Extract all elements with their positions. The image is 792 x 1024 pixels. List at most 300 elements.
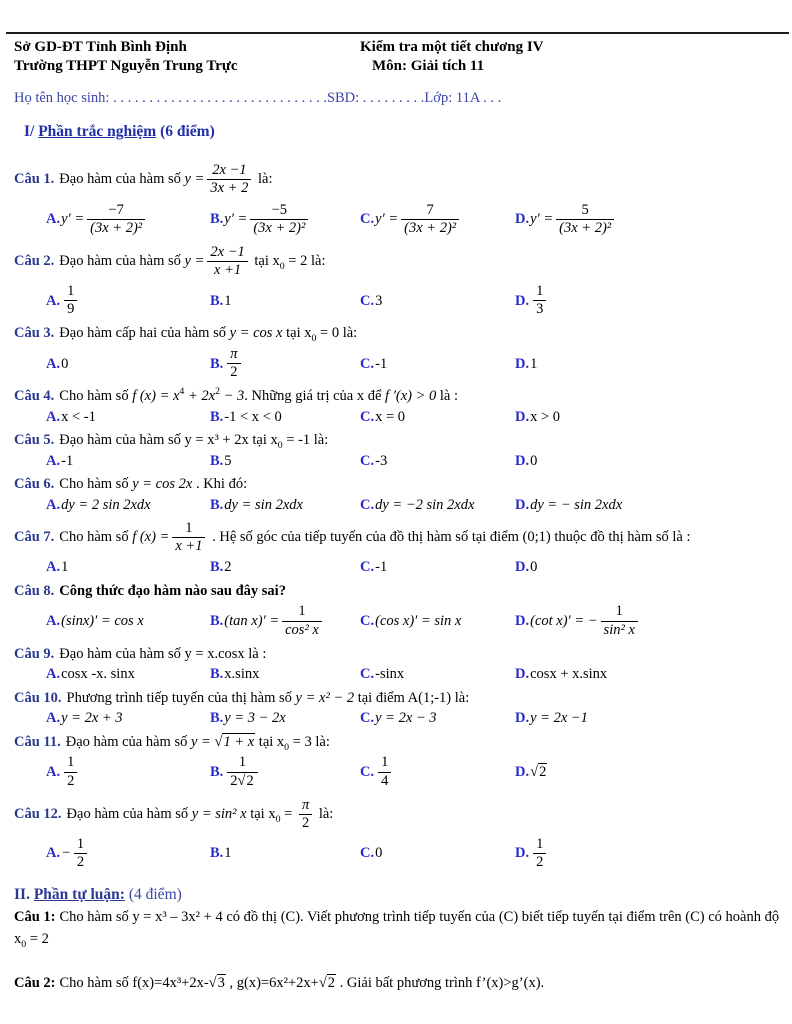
document-header <box>14 38 782 76</box>
text: = <box>280 805 296 822</box>
math-text: y = <box>190 733 215 750</box>
option-content <box>375 558 387 576</box>
text: tại x <box>250 252 280 269</box>
answer-option <box>360 452 515 470</box>
radicand <box>327 974 336 991</box>
text: Đạo hàm của hàm số <box>59 252 185 269</box>
fraction-numerator <box>207 244 247 261</box>
question-text <box>59 646 266 662</box>
math-part: 1 <box>185 520 193 537</box>
answer-option <box>360 355 515 373</box>
math-part: 2 <box>536 853 544 870</box>
text: . Những giá trị của x để <box>244 388 386 405</box>
option-letter: A. <box>46 710 61 727</box>
answer-option <box>515 602 782 639</box>
essay-question <box>14 907 782 951</box>
fraction-denominator <box>227 363 240 381</box>
answer-option <box>210 292 360 310</box>
option-letter: C. <box>360 409 375 426</box>
question-options <box>14 709 782 727</box>
question-options <box>14 835 782 872</box>
option-content <box>61 665 135 683</box>
math-part: 1 <box>76 835 85 852</box>
math-part: x +1 <box>175 538 203 555</box>
text: = 0 là: <box>316 325 358 342</box>
option-content <box>224 452 231 470</box>
fraction-denominator <box>207 179 251 197</box>
section-2-points: (4 điểm) <box>128 886 182 904</box>
fraction <box>227 346 240 381</box>
text: , g(x)=6x²+2x+ <box>225 974 319 991</box>
math-part: 7 <box>426 201 434 218</box>
text: là: <box>254 171 273 188</box>
option-letter: A. <box>46 612 61 629</box>
option-letter: B. <box>210 355 224 372</box>
text: -1 <box>61 453 74 470</box>
text: 0 <box>275 813 281 825</box>
option-letter: D. <box>515 666 530 683</box>
math-text: y = x² − 2 <box>295 689 355 706</box>
option-letter: A. <box>46 497 61 514</box>
option-letter: A. <box>46 763 61 780</box>
math-part: 1 <box>67 754 75 771</box>
math-text: y′ = <box>530 211 554 228</box>
text: 0 <box>375 845 383 862</box>
option-content <box>224 753 260 790</box>
question-options <box>14 452 782 470</box>
fraction-denominator <box>74 853 87 871</box>
math-part: 3x + 2 <box>210 180 249 197</box>
answer-option <box>515 452 782 470</box>
option-letter: D. <box>515 211 530 228</box>
fraction <box>378 754 391 789</box>
option-content <box>224 345 243 382</box>
answer-option <box>515 282 782 319</box>
answer-option <box>46 753 210 790</box>
question-stem <box>14 519 782 556</box>
text: là: <box>315 805 334 822</box>
text: 2 <box>215 386 220 398</box>
option-letter: B. <box>210 292 224 309</box>
fraction-numerator <box>87 202 145 219</box>
answer-option <box>46 835 210 872</box>
question-label: Câu 12. <box>14 805 62 822</box>
question-options <box>14 408 782 426</box>
answer-option <box>515 355 782 373</box>
answer-option <box>210 602 360 639</box>
question-block <box>14 733 782 791</box>
option-letter: C. <box>360 710 375 727</box>
answer-option <box>515 201 782 238</box>
school-name: Trường THPT Nguyễn Trung Trực <box>14 58 238 75</box>
answer-option <box>360 665 515 683</box>
answer-option <box>515 709 782 727</box>
option-letter: C. <box>360 453 375 470</box>
option-content <box>61 496 151 514</box>
radical-icon: √ <box>208 974 217 991</box>
math-part: (3x + 2)² <box>90 219 143 236</box>
answer-option <box>46 355 210 373</box>
answer-option <box>210 753 360 790</box>
option-content <box>375 709 436 727</box>
option-content <box>375 408 405 426</box>
math-text: (cos x)′ = sin x <box>375 612 462 629</box>
question-options <box>14 201 782 238</box>
text: = -1 là: <box>282 432 329 449</box>
answer-option <box>210 452 360 470</box>
fraction-numerator <box>601 603 638 620</box>
answer-option <box>210 844 360 862</box>
answer-option <box>360 292 515 310</box>
math-part: 2 <box>327 974 336 991</box>
answer-option <box>360 612 515 630</box>
math-text: y = cos 2x <box>132 476 193 493</box>
option-content <box>530 665 607 683</box>
text: tại điểm A(1;-1) là: <box>354 689 470 706</box>
question-block <box>14 387 782 426</box>
question-text <box>59 243 326 278</box>
option-content <box>61 408 96 426</box>
answer-option <box>210 201 360 238</box>
option-letter: A. <box>46 559 61 576</box>
question-label: Câu 6. <box>14 476 55 493</box>
math-text: dy = − sin 2xdx <box>530 497 623 514</box>
option-content <box>224 201 311 238</box>
question-text <box>65 733 330 753</box>
section-1-prefix: I/ <box>24 123 35 141</box>
fraction-numerator <box>299 797 312 814</box>
student-info-line: Họ tên học sinh: . . . . . . . . . . . . . . . . . . . . . . . . . . . . . .SBD: . . . . . . . . .Lớp: 11A . . . <box>14 90 502 107</box>
option-letter: C. <box>360 559 375 576</box>
math-part: (3x + 2)² <box>559 219 612 236</box>
option-letter: D. <box>515 355 530 372</box>
text: 1 <box>224 292 232 309</box>
question-stem <box>14 475 782 494</box>
essay-question-text <box>14 909 780 950</box>
text: tại x <box>246 805 276 822</box>
text: 0 <box>311 333 317 345</box>
option-content <box>375 201 462 238</box>
text: Cho hàm số <box>59 476 133 493</box>
fraction-denominator <box>87 219 145 237</box>
math-text: y′ = <box>375 211 399 228</box>
question-text <box>66 796 334 831</box>
square-root <box>319 974 336 991</box>
option-content <box>375 665 404 683</box>
option-letter: C. <box>360 666 375 683</box>
option-letter: B. <box>210 409 224 426</box>
subject-name: Môn: Giải tích 11 <box>372 58 485 75</box>
header-right <box>360 38 544 76</box>
option-letter: D. <box>515 497 530 514</box>
fraction <box>64 283 77 318</box>
fraction-numerator <box>74 836 87 853</box>
text: 0 <box>284 741 290 753</box>
fraction-numerator <box>282 603 322 620</box>
option-content <box>530 558 537 576</box>
text: 5 <box>224 453 232 470</box>
answer-option <box>210 665 360 683</box>
option-letter: B. <box>210 666 224 683</box>
question-stem <box>14 796 782 833</box>
text: tại x <box>255 733 285 750</box>
answer-option <box>515 763 782 781</box>
option-content <box>530 496 622 514</box>
radical-icon: √ <box>214 733 223 750</box>
question-stem <box>14 582 782 601</box>
option-content <box>375 452 387 470</box>
fraction-denominator <box>64 300 77 318</box>
text: x = 0 <box>375 409 406 426</box>
text: 1 <box>224 845 232 862</box>
answer-option <box>210 558 360 576</box>
square-root <box>238 772 255 789</box>
option-letter: B. <box>210 211 224 228</box>
text: -1 <box>375 355 388 372</box>
option-letter: C. <box>360 612 375 629</box>
document-page <box>0 32 792 994</box>
option-content <box>530 355 537 373</box>
text: 0 <box>530 559 538 576</box>
text: 1 <box>530 355 538 372</box>
question-block <box>14 645 782 684</box>
answer-option <box>46 201 210 238</box>
text: 0 <box>530 453 538 470</box>
question-label: Câu 3. <box>14 325 55 342</box>
answer-option <box>360 753 515 790</box>
fraction <box>533 836 546 871</box>
option-content <box>224 292 231 310</box>
math-part: π <box>301 796 310 813</box>
fraction-denominator <box>401 219 459 237</box>
math-text: (tan x)′ = <box>224 612 280 629</box>
radicand <box>222 733 255 750</box>
answer-option <box>210 345 360 382</box>
questions-list <box>14 161 782 872</box>
text: 2 <box>230 772 238 789</box>
question-block <box>14 519 782 576</box>
question-label: Câu 1. <box>14 171 55 188</box>
radicand <box>217 974 226 991</box>
text: Cho hàm số <box>59 529 133 546</box>
text: cosx + x.sinx <box>530 666 608 683</box>
text: x > 0 <box>530 409 561 426</box>
answer-option <box>46 408 210 426</box>
option-letter: A. <box>46 666 61 683</box>
square-root <box>209 974 226 991</box>
fraction-numerator <box>64 283 77 300</box>
option-content <box>224 408 281 426</box>
option-content <box>530 201 617 238</box>
text: = 2 là: <box>284 252 326 269</box>
math-part: cos² x <box>285 621 319 638</box>
text: -1 <box>375 559 388 576</box>
fraction <box>401 202 459 237</box>
answer-option <box>360 844 515 862</box>
fraction-numerator <box>64 754 77 771</box>
option-letter: D. <box>515 845 530 862</box>
answer-option <box>515 665 782 683</box>
option-content <box>375 753 394 790</box>
option-content <box>61 753 80 790</box>
fraction-denominator <box>207 261 247 279</box>
text: = 3 là: <box>289 733 330 750</box>
math-part: 5 <box>581 201 589 218</box>
math-text: dy = −2 sin 2xdx <box>375 497 475 514</box>
essay-question <box>14 973 782 995</box>
answer-option <box>360 496 515 514</box>
math-part: x +1 <box>214 261 242 278</box>
question-stem <box>14 689 782 708</box>
option-letter: B. <box>210 710 224 727</box>
question-block <box>14 796 782 872</box>
math-text: y = <box>184 171 205 188</box>
question-label: Câu 4. <box>14 388 55 405</box>
section-2-prefix: II. <box>14 886 30 904</box>
fraction <box>172 520 205 555</box>
option-letter: A. <box>46 292 61 309</box>
radical-icon: √ <box>318 974 327 991</box>
option-content <box>530 282 549 319</box>
section-1-heading <box>14 123 782 141</box>
option-letter: A. <box>46 453 61 470</box>
text: 0 <box>279 260 285 272</box>
math-part: 1 <box>536 835 544 852</box>
option-letter: C. <box>360 763 375 780</box>
math-text: f ′(x) > 0 <box>385 388 437 405</box>
math-part: 1 <box>238 754 247 771</box>
answer-option <box>210 408 360 426</box>
essay-question-text <box>60 974 545 991</box>
option-content <box>224 709 285 727</box>
math-part: 2 <box>301 814 310 831</box>
option-content <box>224 496 303 514</box>
fraction-numerator <box>207 162 251 179</box>
math-text: y = cos x <box>229 325 283 342</box>
question-text <box>59 583 286 599</box>
text: cosx -x. sinx <box>61 666 135 683</box>
question-options <box>14 558 782 576</box>
math-part: 2 <box>539 763 547 780</box>
text: 1 <box>61 559 69 576</box>
square-root <box>530 763 547 781</box>
text: 0 <box>61 355 69 372</box>
option-content <box>224 558 231 576</box>
radical-icon: √ <box>530 763 539 780</box>
option-letter: D. <box>515 612 530 629</box>
question-options <box>14 496 782 514</box>
question-label: Câu 9. <box>14 645 55 662</box>
text: Cho hàm số f(x)=4x³+2x- <box>59 974 209 991</box>
question-label: Câu 10. <box>14 689 62 706</box>
fraction <box>250 202 308 237</box>
answer-option <box>515 558 782 576</box>
text: . Giải bất phương trình f’(x)>g’(x). <box>336 974 545 991</box>
answer-option <box>46 612 210 630</box>
fraction <box>227 754 257 789</box>
text: 0 <box>21 938 27 950</box>
question-block <box>14 324 782 382</box>
math-text: y = 2x −1 <box>530 710 588 727</box>
math-part: 1 <box>536 283 544 300</box>
fraction-denominator <box>227 772 257 790</box>
fraction-numerator <box>172 520 205 537</box>
option-content <box>530 709 588 727</box>
text: 4 <box>179 386 185 398</box>
math-part: −5 <box>271 201 288 218</box>
text: 2 <box>224 559 232 576</box>
answer-option <box>515 496 782 514</box>
essay-question-label: Câu 1: <box>14 909 56 926</box>
fraction <box>282 603 322 638</box>
option-content <box>224 665 259 683</box>
math-part: sin² x <box>603 621 635 638</box>
answer-option <box>46 709 210 727</box>
fraction-numerator <box>533 836 546 853</box>
option-content <box>375 496 474 514</box>
option-letter: C. <box>360 497 375 514</box>
square-root <box>214 733 255 750</box>
fraction <box>74 836 87 871</box>
fraction-numerator <box>227 754 257 771</box>
math-text: y = sin² x <box>191 805 247 822</box>
math-text: y = 2x + 3 <box>61 710 123 727</box>
answer-option <box>360 558 515 576</box>
text: . Khi đó: <box>192 476 248 493</box>
option-letter: D. <box>515 559 530 576</box>
answer-option <box>46 282 210 319</box>
text: . Hệ số góc của tiếp tuyến của đồ thị hàm số tại điểm (0;1) thuộc đồ thị hàm số là : <box>208 529 691 546</box>
question-stem <box>14 431 782 450</box>
fraction <box>601 603 638 638</box>
option-letter: B. <box>210 497 224 514</box>
text: Đạo hàm của hàm số y = x.cosx là : <box>59 645 267 662</box>
question-text <box>67 690 470 706</box>
math-part: 2 <box>230 364 238 381</box>
text: 3 <box>375 292 383 309</box>
question-text <box>59 325 358 345</box>
text: Đạo hàm của hàm số y = x³ + 2x tại x <box>59 432 278 449</box>
math-part: 1 <box>67 283 75 300</box>
text: -1 < x < 0 <box>224 409 282 426</box>
option-content <box>61 201 148 238</box>
math-text: dy = 2 sin 2xdx <box>61 497 151 514</box>
math-part: 1 <box>381 754 389 771</box>
question-text <box>59 432 329 452</box>
math-text: − 3 <box>220 388 245 405</box>
fraction-numerator <box>378 754 391 771</box>
question-options <box>14 282 782 319</box>
option-content <box>375 612 461 630</box>
header-left <box>14 38 360 76</box>
math-text: f (x) = <box>132 529 170 546</box>
option-letter: D. <box>515 710 530 727</box>
fraction <box>87 202 145 237</box>
section-1-title: Phần trắc nghiệm <box>38 123 157 141</box>
option-letter: C. <box>360 845 375 862</box>
option-letter: D. <box>515 763 530 780</box>
answer-option <box>360 709 515 727</box>
option-content <box>530 602 641 639</box>
text: Công thức đạo hàm nào sau đây sai? <box>59 582 286 599</box>
math-text: y′ = <box>61 211 85 228</box>
option-content <box>61 612 144 630</box>
fraction-numerator <box>533 283 546 300</box>
fraction-denominator <box>533 853 546 871</box>
option-letter: D. <box>515 453 530 470</box>
question-stem <box>14 645 782 664</box>
math-text: − <box>61 845 71 862</box>
